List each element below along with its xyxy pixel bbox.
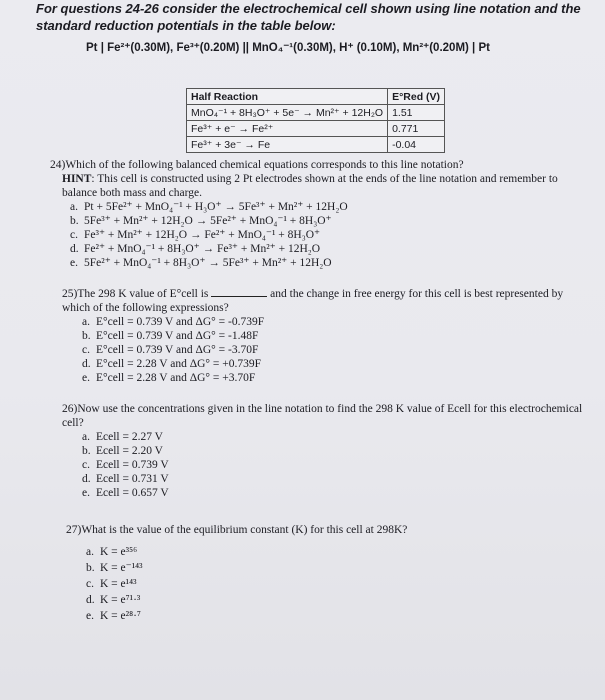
option-text: K = e⁷¹·³ bbox=[100, 594, 141, 606]
option-letter: a. bbox=[86, 546, 94, 558]
answer-option[interactable] bbox=[62, 458, 597, 472]
option-text: E°cell = 2.28 V and ΔG° = +0.739F bbox=[96, 358, 261, 370]
option-text: Pt + 5Fe²⁺ + MnO₄⁻¹ + H₃O⁺ → 5Fe³⁺ + Mn²⁺ + 12H₂O bbox=[84, 201, 348, 213]
answer-option[interactable] bbox=[62, 486, 597, 500]
table-header-cell: E°Red (V) bbox=[388, 89, 445, 105]
table-cell: 0.771 bbox=[388, 121, 445, 137]
option-text: K = e²⁸·⁷ bbox=[100, 610, 141, 622]
option-text: Ecell = 0.739 V bbox=[96, 459, 169, 471]
stem-part-b: and the change in free energy for this cell is best represented by which of the following expressions? bbox=[62, 288, 564, 314]
option-letter: d. bbox=[82, 358, 91, 370]
option-text: E°cell = 2.28 V and ΔG° = +3.70F bbox=[96, 372, 256, 384]
option-text: Ecell = 2.20 V bbox=[96, 445, 163, 457]
answer-option[interactable] bbox=[66, 608, 596, 624]
hint-label: HINT bbox=[62, 173, 92, 185]
option-text: 5Fe³⁺ + Mn²⁺ + 12H₂O → 5Fe²⁺ + MnO₄⁻¹ + 8H₃O⁺ bbox=[84, 215, 332, 227]
option-letter: b. bbox=[82, 330, 91, 342]
question-27 bbox=[66, 522, 596, 624]
table-header-cell: Half Reaction bbox=[187, 89, 388, 105]
table-cell: 1.51 bbox=[388, 105, 445, 121]
option-text: 5Fe²⁺ + MnO₄⁻¹ + 8H₃O⁺ → 5Fe³⁺ + Mn²⁺ + 12H₂O bbox=[84, 257, 332, 269]
option-text: E°cell = 0.739 V and ΔG° = -3.70F bbox=[96, 344, 259, 356]
option-text: K = e³⁵⁶ bbox=[100, 546, 138, 558]
option-text: Fe²⁺ + MnO₄⁻¹ + 8H₃O⁺ → Fe³⁺ + Mn²⁺ + 12H₂O bbox=[84, 243, 321, 255]
table-cell: -0.04 bbox=[388, 137, 445, 153]
reduction-potential-table bbox=[186, 88, 445, 153]
cell-line-notation: Pt | Fe²⁺(0.30M), Fe³⁺(0.20M) || MnO₄⁻¹(0.30M), H⁺ (0.10M), Mn²⁺(0.20M) | Pt bbox=[86, 42, 490, 54]
answer-option[interactable] bbox=[62, 472, 597, 486]
option-letter: d. bbox=[82, 473, 91, 485]
answer-option[interactable] bbox=[66, 576, 596, 592]
option-text: K = e¹⁴³ bbox=[100, 578, 137, 590]
option-text: E°cell = 0.739 V and ΔG° = -0.739F bbox=[96, 316, 265, 328]
option-text: E°cell = 0.739 V and ΔG° = -1.48F bbox=[96, 330, 259, 342]
question-stem bbox=[62, 286, 592, 315]
option-letter: a. bbox=[70, 201, 78, 213]
answer-option[interactable] bbox=[62, 357, 592, 371]
option-letter: e. bbox=[70, 257, 78, 269]
question-stem: 27)What is the value of the equilibrium constant (K) for this cell at 298K? bbox=[66, 524, 408, 536]
option-letter: d. bbox=[70, 243, 79, 255]
option-letter: d. bbox=[86, 594, 95, 606]
table-cell: Fe³⁺ + 3e⁻ → Fe bbox=[187, 137, 388, 153]
table-cell: MnO₄⁻¹ + 8H₃O⁺ + 5e⁻ → Mn²⁺ + 12H₂O bbox=[187, 105, 388, 121]
option-letter: c. bbox=[70, 229, 78, 241]
stem-part-a: 25)The 298 K value of E°cell is bbox=[62, 288, 209, 300]
answer-option[interactable] bbox=[62, 343, 592, 357]
table-row bbox=[187, 105, 445, 121]
option-letter: b. bbox=[82, 445, 91, 457]
answer-option[interactable] bbox=[62, 430, 597, 444]
option-letter: a. bbox=[82, 431, 90, 443]
answer-option[interactable] bbox=[50, 242, 595, 256]
option-letter: a. bbox=[82, 316, 90, 328]
answer-option[interactable] bbox=[62, 444, 597, 458]
option-letter: c. bbox=[86, 578, 94, 590]
table-cell: Fe³⁺ + e⁻ → Fe²⁺ bbox=[187, 121, 388, 137]
answer-blank bbox=[211, 286, 267, 297]
answer-option[interactable] bbox=[50, 256, 595, 270]
answer-option[interactable] bbox=[66, 592, 596, 608]
option-letter: e. bbox=[82, 487, 90, 499]
question-stem: 26)Now use the concentrations given in the line notation to find the 298 K value of Ecell for this electrochemical cell? bbox=[62, 403, 583, 429]
question-25 bbox=[62, 286, 592, 385]
option-letter: b. bbox=[70, 215, 79, 227]
answer-option[interactable] bbox=[66, 544, 596, 560]
table-row bbox=[187, 121, 445, 137]
question-24 bbox=[50, 158, 595, 270]
option-letter: e. bbox=[82, 372, 90, 384]
answer-option[interactable] bbox=[62, 329, 592, 343]
answer-option[interactable] bbox=[50, 214, 595, 228]
option-text: Ecell = 0.731 V bbox=[96, 473, 169, 485]
question-hint bbox=[50, 172, 595, 200]
answer-option[interactable] bbox=[66, 560, 596, 576]
option-letter: c. bbox=[82, 344, 90, 356]
hint-text: : This cell is constructed using 2 Pt electrodes shown at the ends of the line notation and remember to balance both mass and charge. bbox=[62, 173, 558, 199]
question-stem: 24)Which of the following balanced chemical equations corresponds to this line notation? bbox=[50, 159, 464, 171]
option-text: K = e⁻¹⁴³ bbox=[100, 562, 143, 574]
option-letter: b. bbox=[86, 562, 95, 574]
option-text: Fe³⁺ + Mn²⁺ + 12H₂O → Fe²⁺ + MnO₄⁻¹ + 8H₃O⁺ bbox=[84, 229, 321, 241]
answer-option[interactable] bbox=[50, 200, 595, 214]
option-text: Ecell = 2.27 V bbox=[96, 431, 163, 443]
intro-text: For questions 24-26 consider the electrochemical cell shown using line notation and the standard reduction potentials in the table below: bbox=[36, 1, 581, 33]
answer-option[interactable] bbox=[50, 228, 595, 242]
answer-option[interactable] bbox=[62, 371, 592, 385]
question-26 bbox=[62, 402, 597, 500]
table-row bbox=[187, 137, 445, 153]
option-letter: c. bbox=[82, 459, 90, 471]
option-letter: e. bbox=[86, 610, 94, 622]
answer-option[interactable] bbox=[62, 315, 592, 329]
table-header-row bbox=[187, 89, 445, 105]
option-text: Ecell = 0.657 V bbox=[96, 487, 169, 499]
